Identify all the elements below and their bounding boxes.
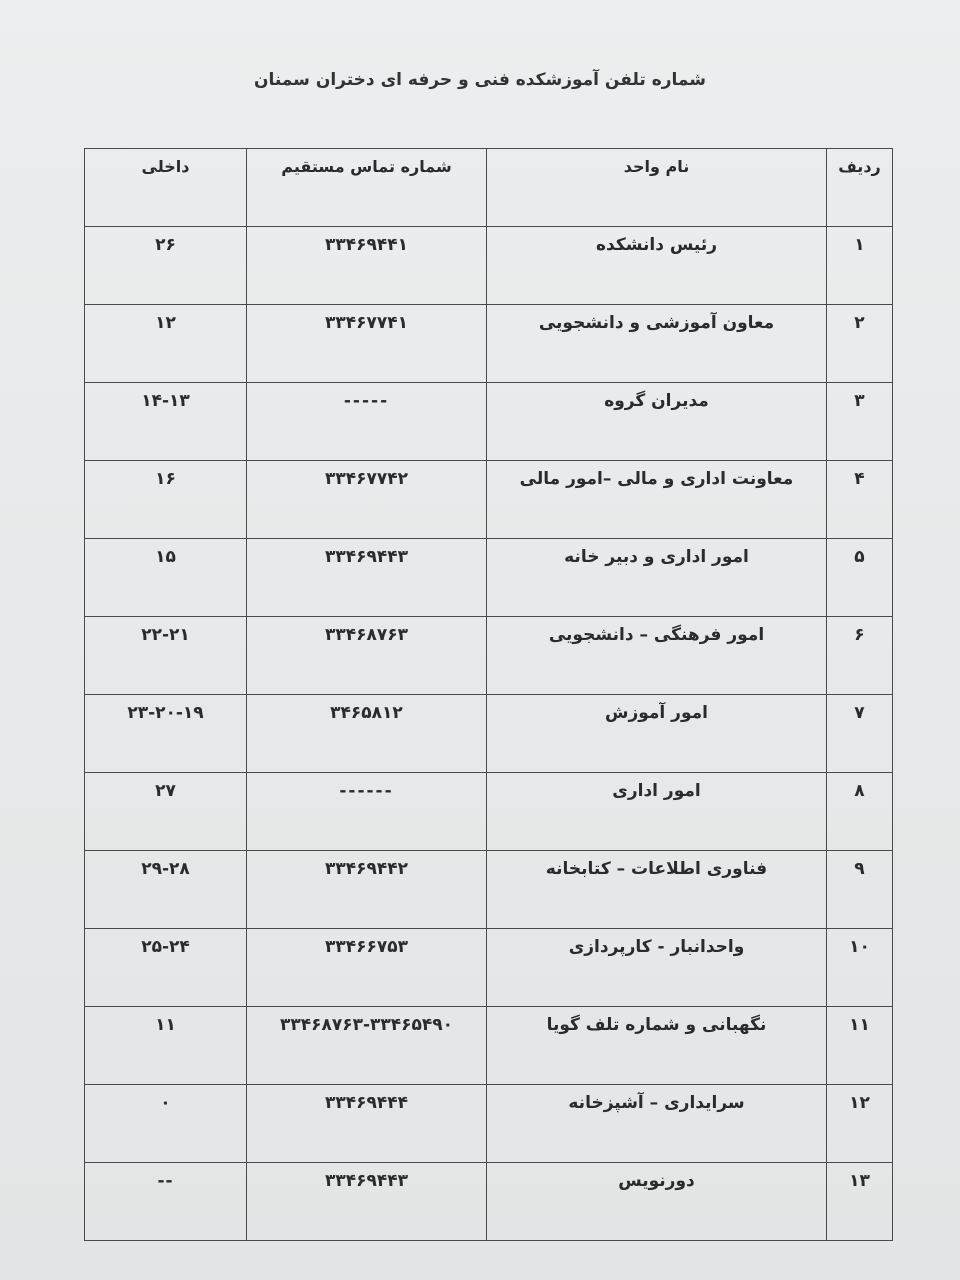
direct-number: ۳۴۶۵۸۱۲ [247,695,487,773]
header-direct-number: شماره تماس مستقیم [247,149,487,227]
direct-number: ۳۳۴۶۸۷۶۳ [247,617,487,695]
unit-name: سرایداری – آشپزخانه [487,1085,827,1163]
direct-number: ۳۳۴۶۸۷۶۳-۳۳۴۶۵۴۹۰ [247,1007,487,1085]
table-row [85,305,893,383]
unit-name: رئیس دانشکده [487,227,827,305]
row-number: ۷ [827,695,893,773]
row-number: ۱۱ [827,1007,893,1085]
phone-directory-table [84,148,893,1241]
direct-number: ۳۳۴۶۶۷۵۳ [247,929,487,1007]
unit-name: امور اداری [487,773,827,851]
extension: ۱۴-۱۳ [85,383,247,461]
table-row [85,383,893,461]
extension: ۲۲-۲۱ [85,617,247,695]
unit-name: معاون آموزشی و دانشجویی [487,305,827,383]
unit-name: فناوری اطلاعات – کتابخانه [487,851,827,929]
row-number: ۱۲ [827,1085,893,1163]
extension: ۱۶ [85,461,247,539]
document-title: شماره تلفن آموزشکده فنی و حرفه ای دختران سمنان [253,70,707,90]
row-number: ۳ [827,383,893,461]
row-number: ۸ [827,773,893,851]
table-header-row [85,149,893,227]
unit-name: امور آموزش [487,695,827,773]
table-row [85,617,893,695]
table-row [85,851,893,929]
row-number: ۱ [827,227,893,305]
direct-number: ۳۳۴۶۹۴۴۱ [247,227,487,305]
table-row [85,1007,893,1085]
row-number: ۲ [827,305,893,383]
extension: -- [85,1163,247,1241]
row-number: ۵ [827,539,893,617]
unit-name: دورنویس [487,1163,827,1241]
direct-number: ۳۳۴۶۹۴۴۳ [247,1163,487,1241]
extension: ۱۵ [85,539,247,617]
direct-number: ۳۳۴۶۹۴۴۴ [247,1085,487,1163]
table-row [85,1085,893,1163]
table-row [85,929,893,1007]
row-number: ۶ [827,617,893,695]
unit-name: نگهبانی و شماره تلف گویا [487,1007,827,1085]
row-number: ۴ [827,461,893,539]
direct-number: ۳۳۴۶۷۷۴۲ [247,461,487,539]
table-row [85,695,893,773]
extension: ۲۵-۲۴ [85,929,247,1007]
direct-number: ۳۳۴۶۹۴۴۳ [247,539,487,617]
direct-number: ------ [247,773,487,851]
extension: ۱۱ [85,1007,247,1085]
extension: ۱۲ [85,305,247,383]
direct-number: ----- [247,383,487,461]
header-extension: داخلی [85,149,247,227]
table-row [85,773,893,851]
table-row [85,539,893,617]
table-row [85,461,893,539]
unit-name: معاونت اداری و مالی –امور مالی [487,461,827,539]
header-unit-name: نام واحد [487,149,827,227]
table-row [85,1163,893,1241]
row-number: ۹ [827,851,893,929]
row-number: ۱۰ [827,929,893,1007]
header-row-number: ردیف [827,149,893,227]
unit-name: واحدانبار - کارپردازی [487,929,827,1007]
table-row [85,227,893,305]
extension: ۲۹-۲۸ [85,851,247,929]
unit-name: امور فرهنگی – دانشجویی [487,617,827,695]
row-number: ۱۳ [827,1163,893,1241]
extension: ۰ [85,1085,247,1163]
extension: ۲۷ [85,773,247,851]
direct-number: ۳۳۴۶۹۴۴۲ [247,851,487,929]
direct-number: ۳۳۴۶۷۷۴۱ [247,305,487,383]
extension: ۲۳-۲۰-۱۹ [85,695,247,773]
unit-name: امور اداری و دبیر خانه [487,539,827,617]
unit-name: مدیران گروه [487,383,827,461]
extension: ۲۶ [85,227,247,305]
